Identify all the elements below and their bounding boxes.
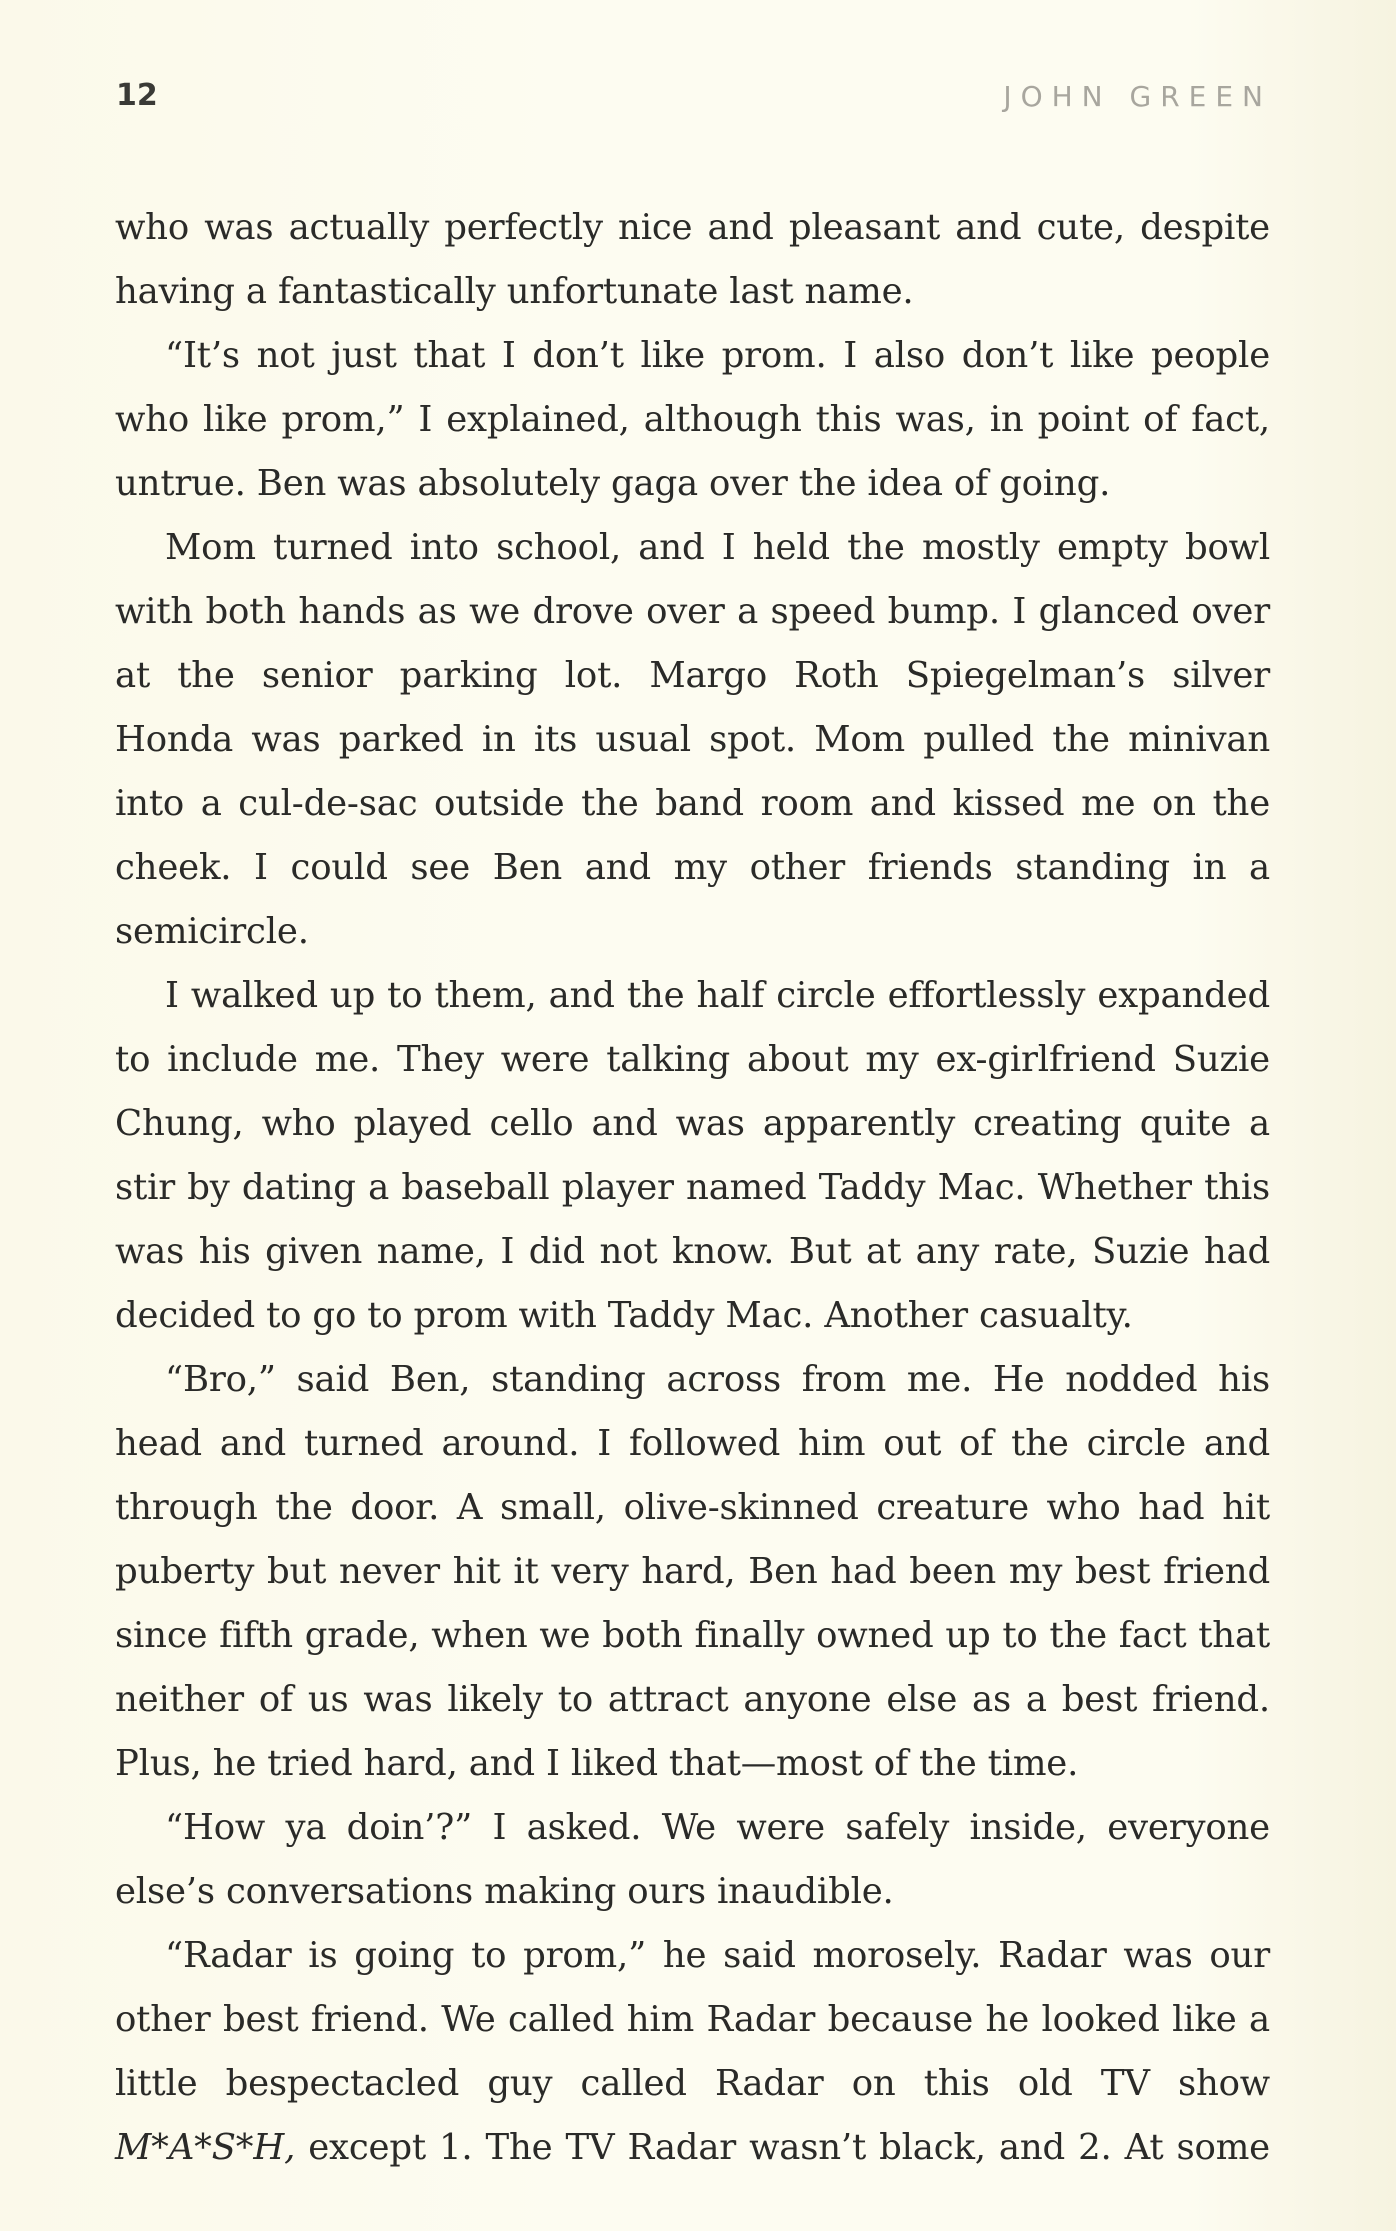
paragraph: who was actually perfectly nice and pleasant and cute, despite having a fantastically unfortunate last name. [115,207,1270,312]
paragraph: “How ya doin’?” I asked. We were safely inside, everyone else’s conversations making ours inaudible. [115,1807,1270,1912]
page-header [116,78,1272,118]
paragraph: Mom turned into school, and I held the mostly empty bowl with both hands as we drove over a speed bump. I glanced over at the senior parking lot. Margo Roth Spiegelman’s silver Honda was parked in its usual spot. Mom pulled the minivan into a cul-de-sac outside the band room and kissed me on the cheek. I could see Ben and my other friends standing in a semicircle. [115,527,1270,952]
paragraph-text: “Radar is going to prom,” he said morosely. Radar was our other best friend. We called him Radar because he looked like a little bespectacled guy called Radar on this old TV show [115,1935,1270,2104]
running-head-author: JOHN GREEN [1003,80,1272,113]
paragraph: “Bro,” said Ben, standing across from me. He nodded his head and turned around. I followed him out of the circle and through the door. A small, olive-skinned creature who had hit puberty but never hit it very hard, Ben had been my best friend since fifth grade, when we both finally owned up to the fact that neither of us was likely to attract anyone else as a best friend. Plus, he tried hard, and I liked that—most of the time. [115,1359,1270,1784]
page-number: 12 [116,78,158,113]
paragraph: “It’s not just that I don’t like prom. I also don’t like people who like prom,” I explained, although this was, in point of fact, untrue. Ben was absolutely gaga over the idea of going. [115,335,1270,504]
paragraph-text: except 1. The TV Radar wasn’t black, and 2. At some [295,2127,1270,2168]
paragraph-last [115,1924,1270,2180]
paragraph: I walked up to them, and the half circle effortlessly expanded to include me. They were talking about my ex-girlfriend Suzie Chung, who played cello and was apparently creating quite a stir by dating a baseball player named Taddy Mac. Whether this was his given name, I did not know. But at any rate, Suzie had decided to go to prom with Taddy Mac. Another casualty. [115,975,1270,1336]
body-text [115,196,1270,2180]
show-title: M*A*S*H, [115,2127,296,2168]
